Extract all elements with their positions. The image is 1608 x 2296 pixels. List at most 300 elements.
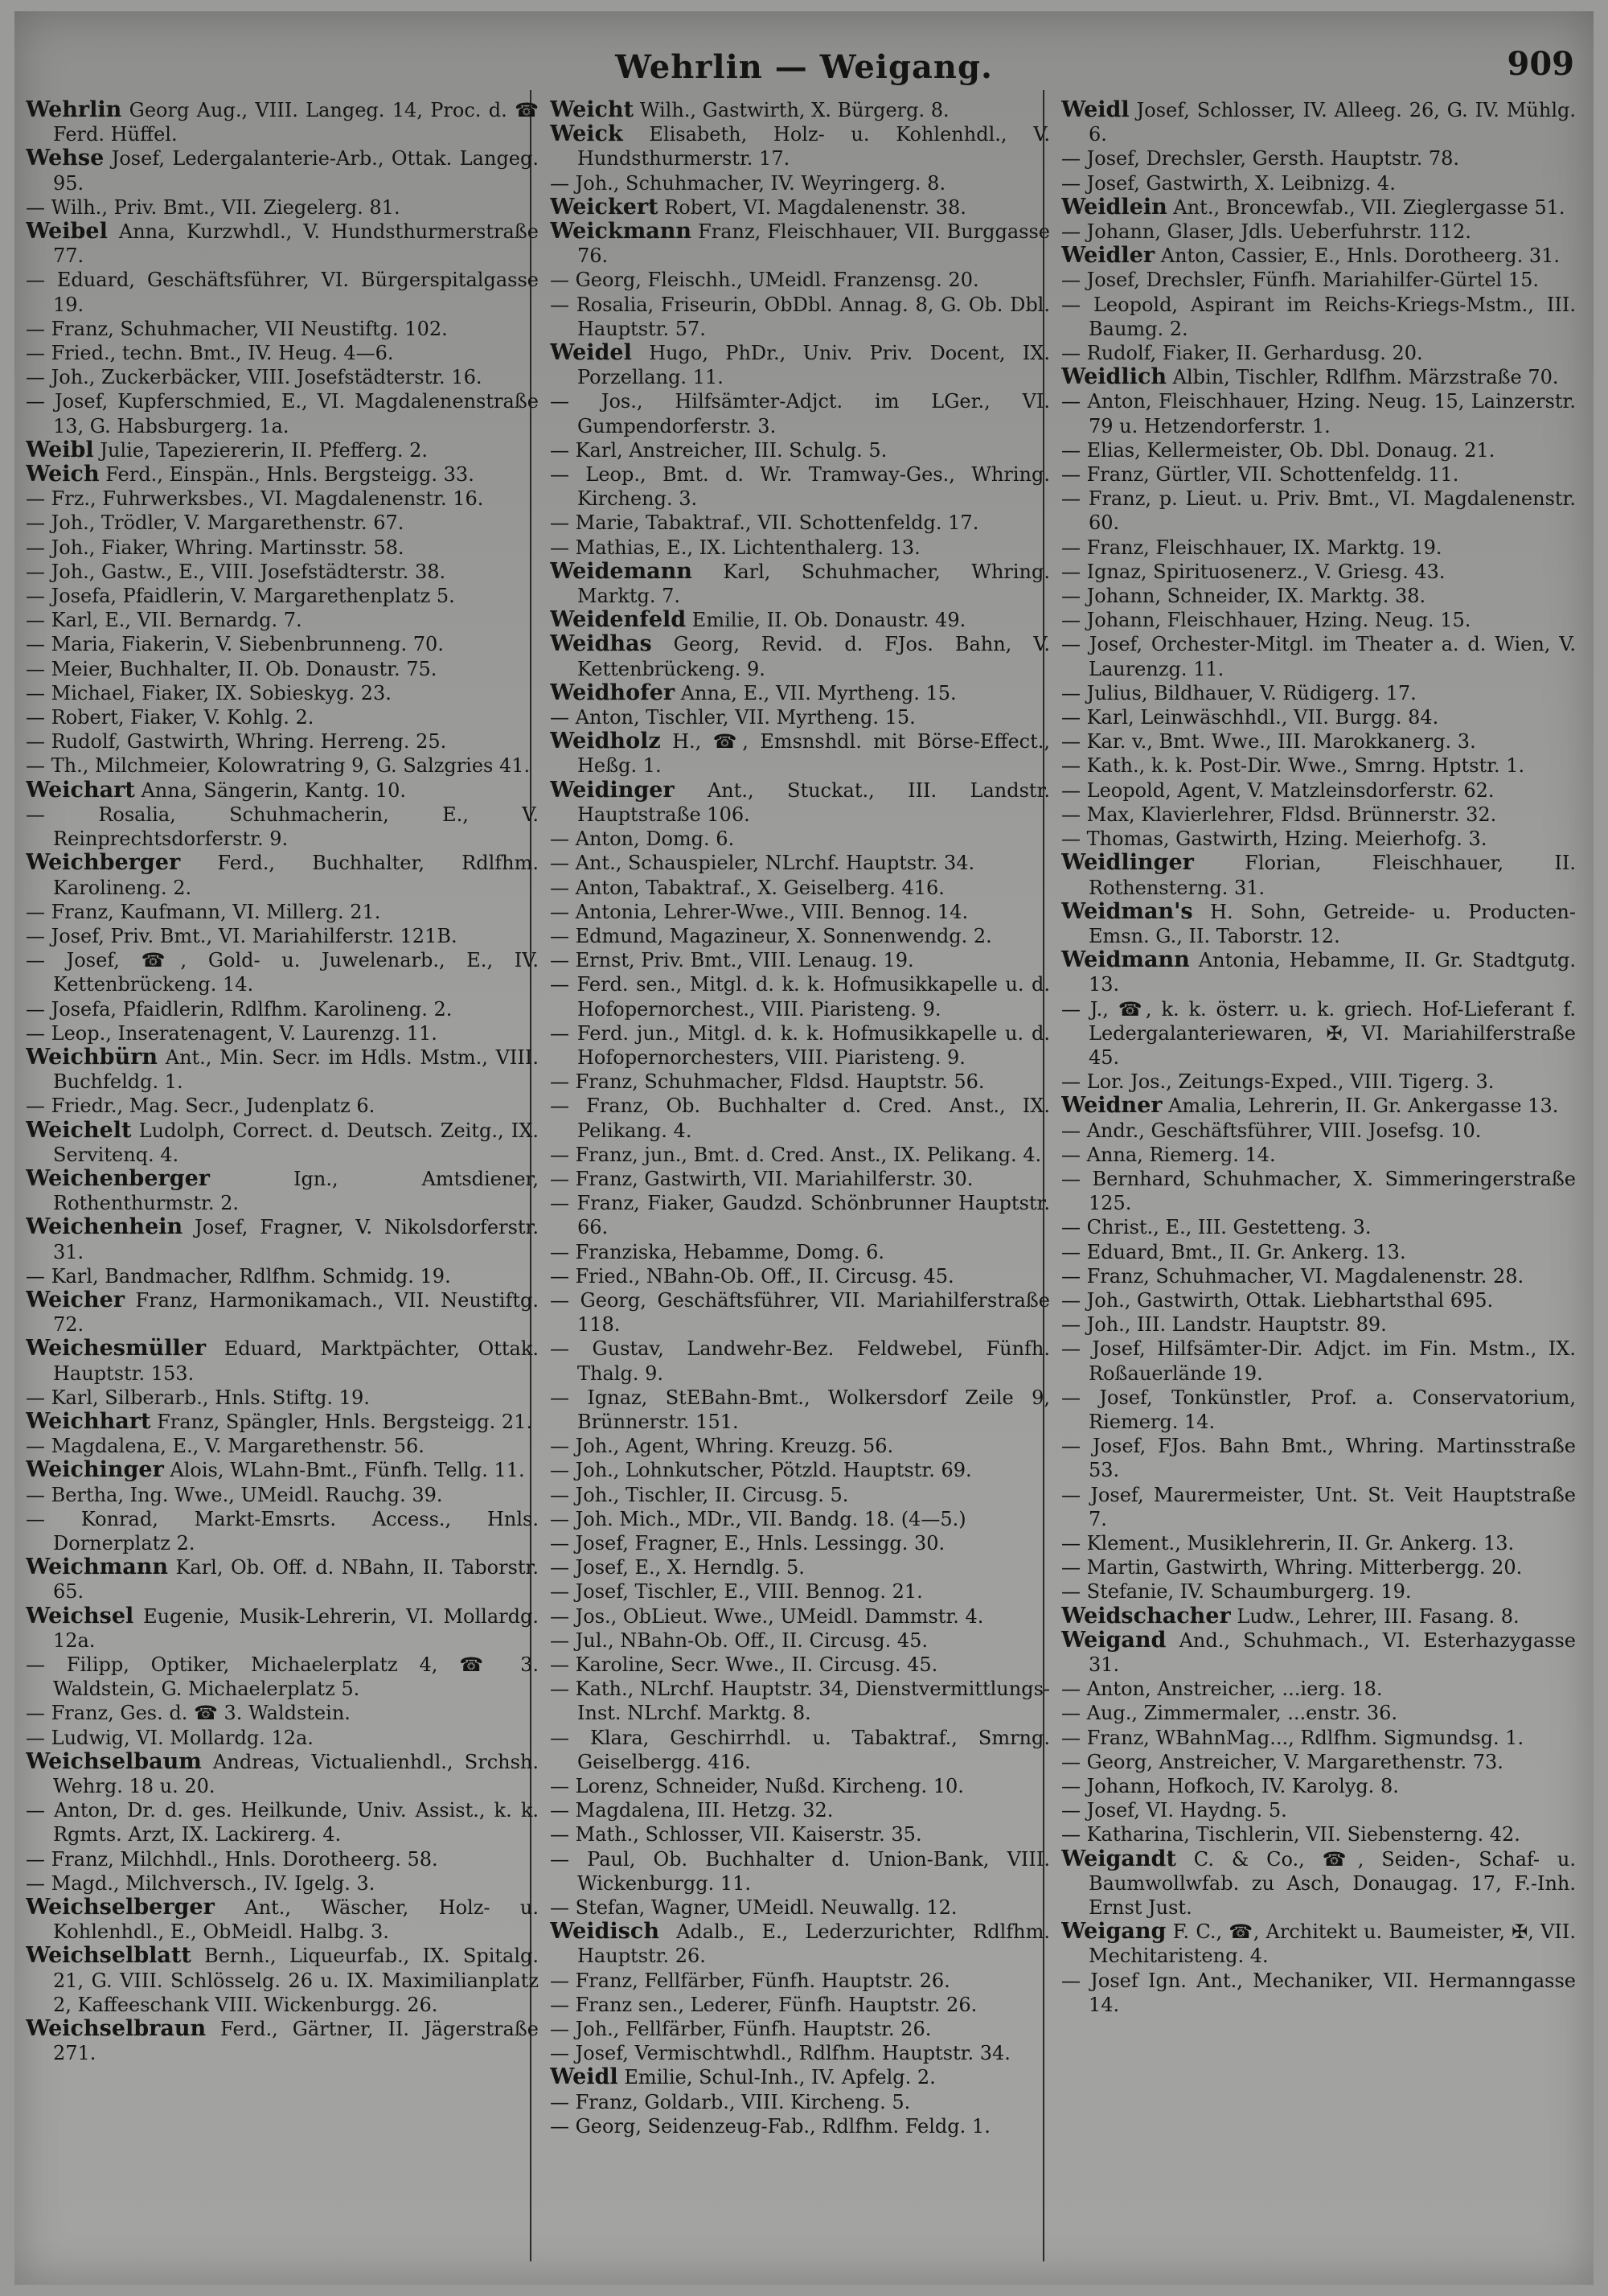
directory-entry xyxy=(550,1726,1050,1774)
directory-entry xyxy=(1061,1167,1576,1215)
entry-surname: Weichselblatt xyxy=(26,1943,191,1969)
directory-entry xyxy=(1061,268,1576,292)
entry-details: — Josef, Priv. Bmt., VI. Mariahilferstr. 121B. xyxy=(26,924,457,947)
directory-entry xyxy=(26,632,539,656)
entry-surname: Weickmann xyxy=(550,219,692,244)
entry-details: Georg Aug., VIII. Langeg. 14, Proc. d. ☎ Ferd. Hüffel. xyxy=(53,99,539,146)
entry-surname: Weicher xyxy=(26,1287,125,1312)
directory-entry xyxy=(1061,608,1576,632)
entry-surname: Weidschacher xyxy=(1061,1603,1231,1629)
directory-entry xyxy=(550,729,1050,778)
entry-surname: Weidlich xyxy=(1061,364,1167,390)
entry-details: — Joh., Lohnkutscher, Pötzld. Hauptstr. 69. xyxy=(550,1459,972,1482)
running-title: Wehrlin — Weigang. xyxy=(615,48,993,86)
directory-entry xyxy=(1061,1847,1576,1920)
directory-entry xyxy=(1061,1264,1576,1288)
entry-details: Bernh., Liqueurfab., IX. Spitalg. 21, G. VIII. Schlösselg. 26 u. IX. Maximilianplatz 2, Kaffeeschank VIII. Wickenburgg. 26. xyxy=(53,1945,539,2016)
entry-details: — Frz., Fuhrwerksbes., VI. Magdalenenstr. 16. xyxy=(26,487,484,511)
entry-details: — Katharina, Tischlerin, VII. Siebensterng. 42. xyxy=(1061,1823,1520,1846)
entry-details: — Rosalia, Schuhmacherin, E., V. Reinprechtsdorferstr. 9. xyxy=(26,803,539,851)
directory-entry xyxy=(550,705,1050,729)
entry-details: — Fried., NBahn-Ob. Off., II. Circusg. 45. xyxy=(550,1264,954,1288)
entry-surname: Weibel xyxy=(26,219,108,244)
page-header xyxy=(14,42,1594,90)
entry-details: — Josef, Kupferschmied, E., VI. Magdalenenstraße 13, G. Habsburgerg. 1a. xyxy=(26,390,539,437)
directory-entry xyxy=(26,268,539,316)
directory-entry xyxy=(1061,195,1576,220)
entry-surname: Weichenberger xyxy=(26,1165,210,1191)
directory-entry xyxy=(26,1458,539,1482)
directory-entry xyxy=(550,1822,1050,1846)
entry-details: — Klement., Musiklehrerin, II. Gr. Ankerg. 13. xyxy=(1061,1531,1515,1555)
directory-entry xyxy=(26,1871,539,1896)
directory-entry xyxy=(550,1604,1050,1629)
directory-entry xyxy=(1061,1434,1576,1482)
directory-entry xyxy=(26,365,539,389)
directory-entry xyxy=(26,657,539,681)
directory-entry xyxy=(1061,365,1576,389)
directory-entry xyxy=(26,1094,539,1118)
directory-entry xyxy=(550,827,1050,851)
entry-details: Ludw., Lehrer, III. Fasang. 8. xyxy=(1230,1604,1520,1628)
entry-surname: Weichart xyxy=(26,777,135,803)
directory-entry xyxy=(550,1386,1050,1434)
entry-details: — Karl, E., VII. Bernardg. 7. xyxy=(26,609,302,632)
entry-details: — Kar. v., Bmt. Wwe., III. Marokkanerg. 3. xyxy=(1061,730,1476,754)
entry-surname: Weidner xyxy=(1061,1093,1163,1119)
directory-entry xyxy=(550,462,1050,511)
entry-details: — Antonia, Lehrer-Wwe., VIII. Bennog. 14. xyxy=(550,900,969,923)
entry-details: Elisabeth, Holz- u. Kohlenhdl., V. Hundsthurmerstr. 17. xyxy=(577,123,1050,170)
entry-details: Ferd., Buchhalter, Rdlfhm. Karolineng. 2. xyxy=(53,852,539,899)
entry-details: F. C., ☎, Architekt u. Baumeister, ✠, VII. Mechitaristeng. 4. xyxy=(1089,1920,1576,1968)
directory-entry xyxy=(26,924,539,948)
directory-entry xyxy=(550,1143,1050,1167)
directory-entry xyxy=(1061,827,1576,851)
directory-entry xyxy=(550,1288,1050,1337)
directory-entry xyxy=(26,560,539,584)
entry-details: — Anton, Dr. d. ges. Heilkunde, Univ. Assist., k. k. Rgmts. Arzt, IX. Lackirerg. 4. xyxy=(26,1799,539,1846)
directory-entry xyxy=(1061,98,1576,146)
directory-entry xyxy=(550,1240,1050,1264)
entry-surname: Weichselberger xyxy=(26,1895,215,1920)
directory-entry xyxy=(1061,1386,1576,1434)
directory-entry xyxy=(1061,729,1576,754)
directory-entry xyxy=(26,1119,539,1167)
entry-details: Ant., Broncewfab., VII. Zieglergasse 51. xyxy=(1167,195,1565,219)
entry-surname: Weibl xyxy=(26,437,94,462)
directory-entry xyxy=(26,1604,539,1653)
entry-details: — Joh. Mich., MDr., VII. Bandg. 18. (4—5.) xyxy=(550,1507,966,1530)
directory-entry xyxy=(1061,1143,1576,1167)
directory-entry xyxy=(26,341,539,365)
entry-surname: Weidl xyxy=(1061,98,1130,122)
entry-surname: Weich xyxy=(26,462,100,487)
entry-details: — Ignaz, StEBahn-Bmt., Wolkersdorf Zeile 9, Brünnerstr. 151. xyxy=(550,1386,1050,1433)
entry-details: H., ☎, Emsnshdl. mit Börse-Effect., Heßg. 1. xyxy=(577,730,1050,778)
entry-surname: Weidel xyxy=(550,340,632,366)
directory-entry xyxy=(26,389,539,437)
directory-entry xyxy=(1061,487,1576,535)
directory-entry xyxy=(1061,997,1576,1070)
entry-details: — Franz, p. Lieut. u. Priv. Bmt., VI. Magdalenenstr. 60. xyxy=(1061,487,1576,535)
directory-entry xyxy=(1061,560,1576,584)
directory-entry xyxy=(550,1264,1050,1288)
entry-details: Ant., Wäscher, Holz- u. Kohlenhdl., E., ObMeidl. Halbg. 3. xyxy=(53,1896,539,1944)
entry-details: — Rudolf, Fiaker, II. Gerhardusg. 20. xyxy=(1061,342,1423,365)
directory-entry xyxy=(550,1798,1050,1822)
entry-surname: Weigandt xyxy=(1061,1846,1176,1871)
entry-details: — Franz, Gastwirth, VII. Mariahilferstr. 30. xyxy=(550,1167,974,1190)
entry-details: C. & Co., ☎, Seiden-, Schaf- u. Baumwollwfab. zu Asch, Donaugag. 17, F.-Inh. Ernst Just. xyxy=(1089,1847,1576,1920)
entry-details: — Joh., Schuhmacher, IV. Weyringerg. 8. xyxy=(550,171,946,195)
entry-details: Hugo, PhDr., Univ. Priv. Docent, IX. Porzellang. 11. xyxy=(577,342,1050,389)
entry-details: — Lor. Jos., Zeitungs-Exped., VIII. Tigerg. 3. xyxy=(1061,1070,1495,1094)
entry-details: — Franz, Milchhdl., Hnls. Dorotheerg. 58. xyxy=(26,1847,438,1871)
entry-details: — Johann, Glaser, Jdls. Ueberfuhrstr. 112. xyxy=(1061,220,1471,244)
entry-surname: Weidler xyxy=(1061,243,1155,269)
directory-entry xyxy=(1061,778,1576,803)
entry-surname: Weidman's xyxy=(1061,898,1193,924)
entry-details: — Friedr., Mag. Secr., Judenplatz 6. xyxy=(26,1095,375,1118)
entry-details: — Franz, Schuhmacher, VI. Magdalenenstr. 28. xyxy=(1061,1264,1524,1288)
column-1 xyxy=(26,98,539,2269)
directory-entry xyxy=(26,487,539,511)
directory-entry xyxy=(26,1434,539,1458)
directory-entry xyxy=(550,1070,1050,1094)
directory-entry xyxy=(26,438,539,462)
directory-entry xyxy=(26,511,539,535)
entry-details: — Filipp, Optiker, Michaelerplatz 4, ☎ 3. Waldstein, G. Michaelerplatz 5. xyxy=(26,1653,539,1701)
entry-details: — Ludwig, VI. Mollardg. 12a. xyxy=(26,1726,314,1749)
entry-details: — Joh., Trödler, V. Margarethenstr. 67. xyxy=(26,511,404,535)
directory-entry xyxy=(550,2065,1050,2089)
entry-details: Karl, Ob. Off. d. NBahn, II. Taborstr. 65. xyxy=(53,1556,539,1604)
directory-entry xyxy=(26,997,539,1021)
directory-entry xyxy=(550,1483,1050,1507)
entry-surname: Weidmann xyxy=(1061,947,1190,973)
entry-details: — Leopold, Agent, V. Matzleinsdorferstr. 62. xyxy=(1061,778,1495,802)
directory-entry xyxy=(1061,171,1576,195)
entry-details: Ign., Amtsdiener, Rothenthurmstr. 2. xyxy=(53,1167,539,1215)
directory-entry xyxy=(550,1167,1050,1191)
directory-entry xyxy=(1061,1822,1576,1846)
directory-entry xyxy=(1061,293,1576,341)
entry-details: — Joh., Zuckerbäcker, VIII. Josefstädterstr. 16. xyxy=(26,366,482,389)
entry-details: — Anton, Domg. 6. xyxy=(550,828,735,851)
directory-entry xyxy=(26,1386,539,1410)
entry-details: — J., ☎, k. k. österr. u. k. griech. Hof-Lieferant f. Ledergalanteriewaren, ✠, VI. Mariahilferstraße 45. xyxy=(1061,997,1576,1069)
entry-details: — Konrad, Markt-Emsrts. Access., Hnls. Dornerplatz 2. xyxy=(26,1507,539,1555)
directory-entry xyxy=(550,536,1050,560)
entry-details: — Kath., k. k. Post-Dir. Wwe., Smrng. Hptstr. 1. xyxy=(1061,754,1525,778)
directory-entry xyxy=(1061,1094,1576,1118)
entry-surname: Weigang xyxy=(1061,1919,1167,1945)
entry-details: — Stefan, Wagner, UMeidl. Neuwallg. 12. xyxy=(550,1896,958,1920)
entry-details: — Josef, Fragner, E., Hnls. Lessingg. 30. xyxy=(550,1531,946,1555)
entry-details: — Andr., Geschäftsführer, VIII. Josefsg. 10. xyxy=(1061,1119,1482,1142)
directory-entry xyxy=(550,341,1050,389)
directory-entry xyxy=(550,2090,1050,2114)
entry-details: — Franziska, Hebamme, Domg. 6. xyxy=(550,1240,885,1263)
directory-entry xyxy=(1061,1215,1576,1239)
entry-details: — Georg, Fleischh., UMeidl. Franzensg. 20. xyxy=(550,269,979,292)
entry-surname: Weidhas xyxy=(550,631,652,657)
entry-details: — Julius, Bildhauer, V. Rüdigerg. 17. xyxy=(1061,681,1417,704)
entry-surname: Weidlinger xyxy=(1061,850,1194,876)
directory-entry xyxy=(26,1750,539,1798)
entry-surname: Weidholz xyxy=(550,729,661,754)
entry-details: — Georg, Anstreicher, V. Margarethenstr. 73. xyxy=(1061,1750,1503,1773)
directory-entry xyxy=(26,195,539,220)
entry-details: — Martin, Gastwirth, Whring. Mitterbergg. 20. xyxy=(1061,1556,1523,1579)
entry-details: — Maria, Fiakerin, V. Siebenbrunneng. 70. xyxy=(26,633,444,656)
entry-details: Emilie, II. Ob. Donaustr. 49. xyxy=(686,609,966,632)
entry-surname: Weichberger xyxy=(26,850,181,876)
entry-details: — Franz, WBahnMag..., Rdlfhm. Sigmundsg. 1. xyxy=(1061,1726,1524,1749)
entry-surname: Wehrlin xyxy=(26,98,122,122)
directory-entry xyxy=(26,900,539,924)
entry-surname: Weichenhein xyxy=(26,1214,183,1240)
column-2 xyxy=(550,98,1050,2269)
directory-entry xyxy=(550,2114,1050,2138)
entry-details: — Karl, Anstreicher, III. Schulg. 5. xyxy=(550,438,888,462)
directory-entry xyxy=(1061,584,1576,608)
entry-details: — Joh., Fellfärber, Fünfh. Hauptstr. 26. xyxy=(550,2018,932,2041)
entry-surname: Weick xyxy=(550,121,623,147)
entry-details: — Joh., Agent, Whring. Kreuzg. 56. xyxy=(550,1435,894,1458)
entry-details: — Aug., Zimmermaler, ...enstr. 36. xyxy=(1061,1702,1398,1725)
entry-details: Ant., Stuckat., III. Landstr. Hauptstraße 106. xyxy=(577,778,1050,826)
entry-details: — Franz, jun., Bmt. d. Cred. Anst., IX. Pelikang. 4. xyxy=(550,1143,1042,1166)
entry-details: — Anton, Tabaktraf., X. Geiselberg. 416. xyxy=(550,876,945,899)
entry-details: — Leopold, Aspirant im Reichs-Kriegs-Mstm., III. Baumg. 2. xyxy=(1061,293,1576,340)
directory-entry xyxy=(1061,803,1576,827)
directory-entry xyxy=(1061,1726,1576,1750)
entry-details: Wilh., Gastwirth, X. Bürgerg. 8. xyxy=(634,99,950,121)
entry-details: — Josef, Tonkünstler, Prof. a. Conservatorium, Riemerg. 14. xyxy=(1061,1386,1576,1433)
entry-surname: Weichselbraun xyxy=(26,2016,207,2042)
directory-entry xyxy=(1061,1774,1576,1798)
directory-entry xyxy=(1061,1531,1576,1555)
directory-entry xyxy=(26,98,539,146)
directory-entry xyxy=(550,1021,1050,1070)
entry-details: Anna, Sängerin, Kantg. 10. xyxy=(134,778,407,802)
directory-entry xyxy=(1061,244,1576,268)
entry-details: Anna, Kurzwhdl., V. Hundsthurmerstraße 77. xyxy=(53,220,539,268)
entry-details: — Franz, Gürtler, VII. Schottenfeldg. 11. xyxy=(1061,463,1459,487)
entry-details: — Franz, Schuhmacher, Fldsd. Hauptstr. 56. xyxy=(550,1070,985,1094)
directory-entry xyxy=(1061,1483,1576,1531)
directory-entry xyxy=(550,1920,1050,1968)
directory-entry xyxy=(1061,851,1576,899)
directory-entry xyxy=(26,146,539,195)
directory-entry xyxy=(1061,1798,1576,1822)
directory-entry xyxy=(550,268,1050,292)
directory-entry xyxy=(26,754,539,778)
directory-columns xyxy=(26,98,1577,2269)
directory-entry xyxy=(1061,681,1576,705)
entry-details: Ferd., Einspän., Hnls. Bergsteigg. 33. xyxy=(99,463,474,487)
entry-details: Anna, E., VII. Myrtheng. 15. xyxy=(675,681,957,704)
entry-details: — Anna, Riemerg. 14. xyxy=(1061,1143,1276,1166)
entry-details: Eduard, Marktpächter, Ottak. Hauptstr. 153. xyxy=(53,1337,539,1385)
entry-details: — Josef, VI. Haydng. 5. xyxy=(1061,1799,1287,1822)
entry-details: Florian, Fleischhauer, II. Rothensterng. 31. xyxy=(1089,852,1576,899)
entry-details: Karl, Schuhmacher, Whring. Marktg. 7. xyxy=(577,560,1050,608)
directory-entry xyxy=(550,681,1050,705)
entry-details: — Franz, Schuhmacher, VII Neustiftg. 102. xyxy=(26,317,448,340)
directory-entry xyxy=(26,1215,539,1263)
entry-details: — Josef, Hilfsämter-Dir. Adjct. im Fin. Mstm., IX. Roßauerlände 19. xyxy=(1061,1337,1576,1385)
directory-entry xyxy=(26,536,539,560)
entry-surname: Weidlein xyxy=(1061,194,1167,220)
directory-entry xyxy=(26,1555,539,1604)
directory-entry xyxy=(550,1653,1050,1677)
entry-details: And., Schuhmach., VI. Esterhazygasse 31. xyxy=(1089,1629,1576,1676)
entry-details: — Gustav, Landwehr-Bez. Feldwebel, Fünfh. Thalg. 9. xyxy=(550,1337,1050,1385)
entry-details: — Bertha, Ing. Wwe., UMeidl. Rauchg. 39. xyxy=(26,1483,443,1506)
entry-details: — Josef Ign. Ant., Mechaniker, VII. Hermanngasse 14. xyxy=(1061,1969,1576,2016)
entry-details: Emilie, Schul-Inh., IV. Apfelg. 2. xyxy=(617,2066,936,2089)
directory-entry xyxy=(26,462,539,487)
entry-details: — Anton, Tischler, VII. Myrtheng. 15. xyxy=(550,706,916,729)
directory-entry xyxy=(550,1629,1050,1653)
entry-details: — Georg, Geschäftsführer, VII. Mariahilferstraße 118. xyxy=(550,1288,1050,1337)
entry-details: — Math., Schlosser, VII. Kaiserstr. 35. xyxy=(550,1823,922,1846)
directory-entry xyxy=(1061,1677,1576,1701)
directory-entry xyxy=(550,2041,1050,2065)
entry-details: — Ant., Schauspieler, NLrchf. Hauptstr. 34. xyxy=(550,852,975,875)
entry-details: — Josef, Gastwirth, X. Leibnizg. 4. xyxy=(1061,171,1396,195)
entry-details: — Joh., Fiaker, Whring. Martinsstr. 58. xyxy=(26,536,404,559)
entry-details: — Franz, Goldarb., VIII. Kircheng. 5. xyxy=(550,2090,911,2113)
directory-entry xyxy=(550,778,1050,827)
entry-details: Ferd., Gärtner, II. Jägerstraße 271. xyxy=(53,2018,539,2065)
directory-entry xyxy=(550,876,1050,900)
entry-details: Julie, Tapeziererin, II. Pfefferg. 2. xyxy=(93,438,429,462)
entry-details: — Edmund, Magazineur, X. Sonnenwendg. 2. xyxy=(550,924,992,947)
directory-entry xyxy=(550,2017,1050,2041)
entry-details: — Ferd. sen., Mitgl. d. k. k. Hofmusikkapelle u. d. Hofopernorchest., VIII. Piaristeng. 9. xyxy=(550,973,1050,1021)
directory-entry xyxy=(1061,1119,1576,1143)
directory-entry xyxy=(550,1507,1050,1531)
directory-entry xyxy=(550,438,1050,462)
entry-details: Anton, Cassier, E., Hnls. Dorotheerg. 31. xyxy=(1155,244,1561,268)
entry-details: — Franz, Fleischhauer, IX. Marktg. 19. xyxy=(1061,536,1442,559)
directory-entry xyxy=(26,681,539,705)
directory-entry xyxy=(1061,1920,1576,1968)
entry-details: Alois, WLahn-Bmt., Fünfh. Tellg. 11. xyxy=(163,1459,525,1482)
entry-details: — Paul, Ob. Buchhalter d. Union-Bank, VIII. Wickenburgg. 11. xyxy=(550,1847,1050,1895)
entry-details: — Eduard, Geschäftsführer, VI. Bürgerspitalgasse 19. xyxy=(26,269,539,316)
directory-entry xyxy=(550,1993,1050,2017)
entry-surname: Weidemann xyxy=(550,558,692,584)
entry-surname: Weidenfeld xyxy=(550,607,687,633)
entry-details: — Franz, Ges. d. ☎ 3. Waldstein. xyxy=(26,1702,351,1725)
entry-details: — Josef, Vermischtwhdl., Rdlfhm. Hauptstr. 34. xyxy=(550,2042,1011,2065)
directory-entry xyxy=(1061,1555,1576,1579)
directory-entry xyxy=(26,1021,539,1045)
entry-details: Andreas, Victualienhdl., Srchsh. Wehrg. 18 u. 20. xyxy=(53,1750,539,1798)
entry-details: — Johann, Fleischhauer, Hzing. Neug. 15. xyxy=(1061,609,1471,632)
entry-details: — Michael, Fiaker, IX. Sobieskyg. 23. xyxy=(26,681,392,704)
entry-details: — Klara, Geschirrhdl. u. Tabaktraf., Smrng. Geiselbergg. 416. xyxy=(550,1726,1050,1773)
directory-entry xyxy=(550,195,1050,220)
directory-entry xyxy=(1061,1629,1576,1677)
entry-details: — Rosalia, Friseurin, ObDbl. Annag. 8, G. Ob. Dbl. Hauptstr. 57. xyxy=(550,293,1050,340)
directory-entry xyxy=(26,729,539,754)
entry-details: — Georg, Seidenzeug-Fab., Rdlfhm. Feldg. 1. xyxy=(550,2114,991,2138)
directory-entry xyxy=(1061,1288,1576,1312)
entry-surname: Wehse xyxy=(26,146,105,171)
entry-details: — Johann, Schneider, IX. Marktg. 38. xyxy=(1061,585,1426,608)
directory-entry xyxy=(26,851,539,899)
entry-details: — Franz, Fiaker, Gaudzd. Schönbrunner Hauptstr. 66. xyxy=(550,1192,1050,1239)
entry-details: Ludolph, Correct. d. Deutsch. Zeitg., IX. Servitenq. 4. xyxy=(53,1119,539,1166)
directory-entry xyxy=(1061,462,1576,487)
entry-details: — Eduard, Bmt., II. Gr. Ankerg. 13. xyxy=(1061,1240,1406,1263)
entry-details: Albin, Tischler, Rdlfhm. Märzstraße 70. xyxy=(1167,366,1559,389)
entry-details: Ant., Min. Secr. im Hdls. Mstm., VIII. Buchfeldg. 1. xyxy=(53,1045,539,1094)
directory-entry xyxy=(550,389,1050,437)
directory-entry xyxy=(550,1458,1050,1482)
entry-details: — Josef, E., X. Herndlg. 5. xyxy=(550,1556,805,1579)
directory-entry xyxy=(26,1798,539,1846)
directory-entry xyxy=(550,972,1050,1021)
entry-details: — Thomas, Gastwirth, Hzing. Meierhofg. 3. xyxy=(1061,828,1487,851)
entry-surname: Weichhart xyxy=(26,1408,151,1434)
entry-details: — Rudolf, Gastwirth, Whring. Herreng. 25. xyxy=(26,730,447,754)
directory-entry xyxy=(550,1847,1050,1896)
entry-details: — Josef, Maurermeister, Unt. St. Veit Hauptstraße 7. xyxy=(1061,1483,1576,1530)
directory-entry xyxy=(26,1507,539,1555)
entry-details: — Joh., III. Landstr. Hauptstr. 89. xyxy=(1061,1313,1387,1337)
entry-details: — Mathias, E., IX. Lichtenthalerg. 13. xyxy=(550,536,921,559)
directory-entry xyxy=(550,171,1050,195)
entry-details: — Anton, Fleischhauer, Hzing. Neug. 15, Lainzerstr. 79 u. Hetzendorferstr. 1. xyxy=(1061,390,1576,437)
directory-entry xyxy=(1061,220,1576,244)
entry-details: — Karl, Silberarb., Hnls. Stiftg. 19. xyxy=(26,1386,370,1409)
entry-details: — Lorenz, Schneider, Nußd. Kircheng. 10. xyxy=(550,1775,964,1798)
directory-entry xyxy=(1061,1969,1576,2017)
entry-details: — Meier, Buchhalter, II. Ob. Donaustr. 75. xyxy=(26,657,437,680)
directory-entry xyxy=(1061,1701,1576,1725)
entry-details: — Leop., Bmt. d. Wr. Tramway-Ges., Whring. Kircheng. 3. xyxy=(550,463,1050,511)
entry-surname: Weigand xyxy=(1061,1627,1167,1653)
directory-entry xyxy=(1061,438,1576,462)
entry-details: — Ignaz, Spirituosenerz., V. Griesg. 43. xyxy=(1061,560,1446,583)
entry-details: Josef, Fragner, V. Nikolsdorferstr. 31. xyxy=(53,1216,539,1263)
directory-entry xyxy=(26,1896,539,1944)
directory-entry xyxy=(1061,754,1576,778)
entry-details: — Magdalena, E., V. Margarethenstr. 56. xyxy=(26,1435,425,1458)
directory-entry xyxy=(550,293,1050,341)
directory-entry xyxy=(550,900,1050,924)
directory-entry xyxy=(550,1434,1050,1458)
entry-details: — Jul., NBahn-Ob. Off., II. Circusg. 45. xyxy=(550,1629,929,1652)
entry-details: — Karoline, Secr. Wwe., II. Circusg. 45. xyxy=(550,1653,938,1676)
directory-entry xyxy=(1061,1604,1576,1629)
directory-entry xyxy=(26,948,539,996)
directory-entry xyxy=(550,1531,1050,1555)
directory-entry xyxy=(1061,900,1576,948)
entry-details: — Max, Klavierlehrer, Fldsd. Brünnerstr. 32. xyxy=(1061,803,1497,826)
directory-entry xyxy=(550,1555,1050,1579)
entry-details: — Joh., Gastw., E., VIII. Josefstädterstr. 38. xyxy=(26,560,446,583)
directory-entry xyxy=(550,1579,1050,1604)
directory-entry xyxy=(550,608,1050,632)
